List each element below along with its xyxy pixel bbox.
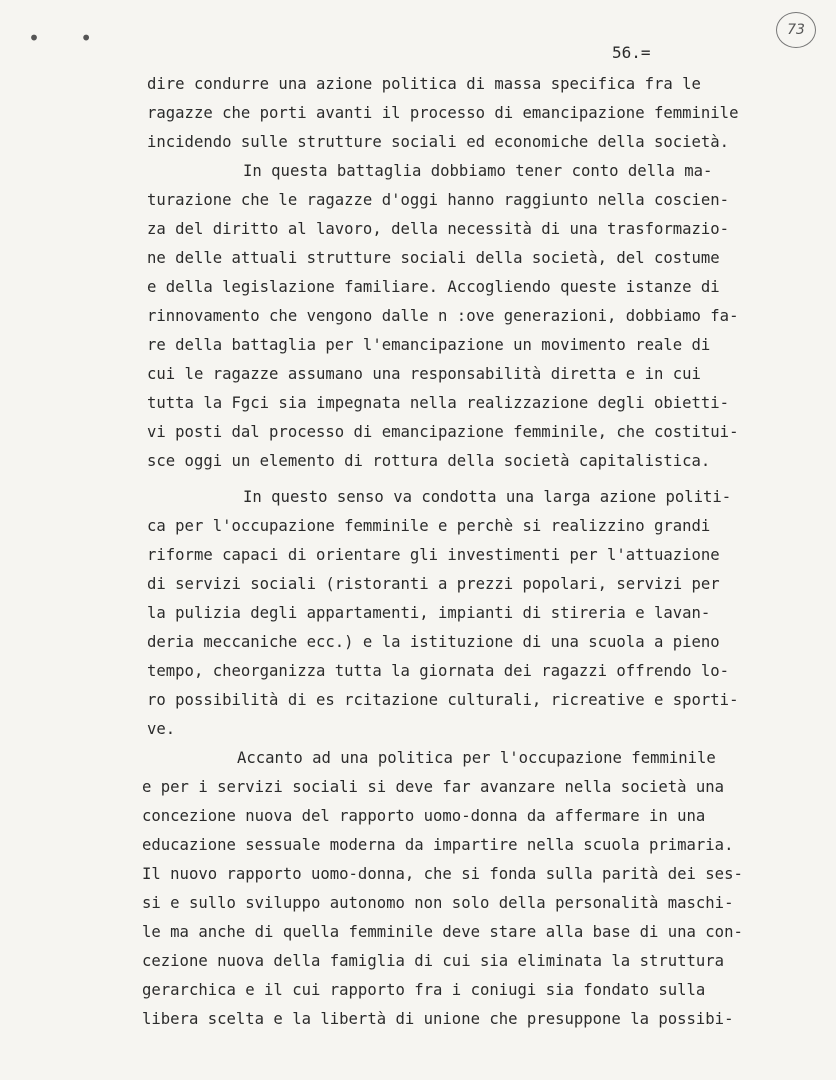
text-line: vi posti dal processo di emancipazione femminile, che costitui- [147, 423, 739, 441]
text-line: tutta la Fgci sia impegnata nella realizzazione degli obietti- [147, 394, 730, 412]
text-line: educazione sessuale moderna da impartire nella scuola primaria. [142, 836, 734, 854]
text-line: ne delle attuali strutture sociali della società, del costume [147, 249, 720, 267]
margin-dots: • • [28, 26, 107, 50]
text-line: concezione nuova del rapporto uomo-donna da affermare in una [142, 807, 706, 825]
text-line: ro possibilità di es rcitazione culturali, ricreative e sporti- [147, 691, 739, 709]
text-line: cezione nuova della famiglia di cui sia eliminata la struttura [142, 952, 725, 970]
text-line: In questo senso va condotta una larga azione politi- [243, 488, 732, 506]
text-line: re della battaglia per l'emancipazione un movimento reale di [147, 336, 711, 354]
text-line: e per i servizi sociali si deve far avanzare nella società una [142, 778, 725, 796]
text-line: incidendo sulle strutture sociali ed economiche della società. [147, 133, 730, 151]
text-line: riforme capaci di orientare gli investimenti per l'attuazione [147, 546, 720, 564]
text-line: Il nuovo rapporto uomo-donna, che si fonda sulla parità dei ses- [142, 865, 743, 883]
text-line: ca per l'occupazione femminile e perchè si realizzino grandi [147, 517, 711, 535]
text-line: ve. [147, 720, 176, 738]
text-line: turazione che le ragazze d'oggi hanno raggiunto nella coscien- [147, 191, 730, 209]
text-line: e della legislazione familiare. Accogliendo queste istanze di [147, 278, 720, 296]
text-line: si e sullo sviluppo autonomo non solo della personalità maschi- [142, 894, 734, 912]
text-line: la pulizia degli appartamenti, impianti di stireria e lavan- [147, 604, 711, 622]
text-line: za del diritto al lavoro, della necessità di una trasformazio- [147, 220, 730, 238]
text-line: rinnovamento che vengono dalle n :ove generazioni, dobbiamo fa- [147, 307, 739, 325]
text-line: libera scelta e la libertà di unione che presuppone la possibi- [142, 1010, 734, 1028]
text-line: In questa battaglia dobbiamo tener conto della ma- [243, 162, 713, 180]
archive-number: 73 [787, 22, 805, 38]
archive-number-stamp [776, 12, 816, 48]
text-line: tempo, cheorganizza tutta la giornata dei ragazzi offrendo lo- [147, 662, 730, 680]
page-number: 56.= [612, 43, 651, 62]
text-line: Accanto ad una politica per l'occupazione femminile [237, 749, 716, 767]
text-line: di servizi sociali (ristoranti a prezzi popolari, servizi per [147, 575, 720, 593]
text-line: ragazze che porti avanti il processo di emancipazione femminile [147, 104, 739, 122]
text-line: gerarchica e il cui rapporto fra i coniugi sia fondato sulla [142, 981, 706, 999]
text-line: le ma anche di quella femminile deve stare alla base di una con- [142, 923, 743, 941]
text-line: sce oggi un elemento di rottura della società capitalistica. [147, 452, 711, 470]
text-line: cui le ragazze assumano una responsabilità diretta e in cui [147, 365, 701, 383]
text-line: dire condurre una azione politica di massa specifica fra le [147, 75, 701, 93]
text-line: deria meccaniche ecc.) e la istituzione di una scuola a pieno [147, 633, 720, 651]
